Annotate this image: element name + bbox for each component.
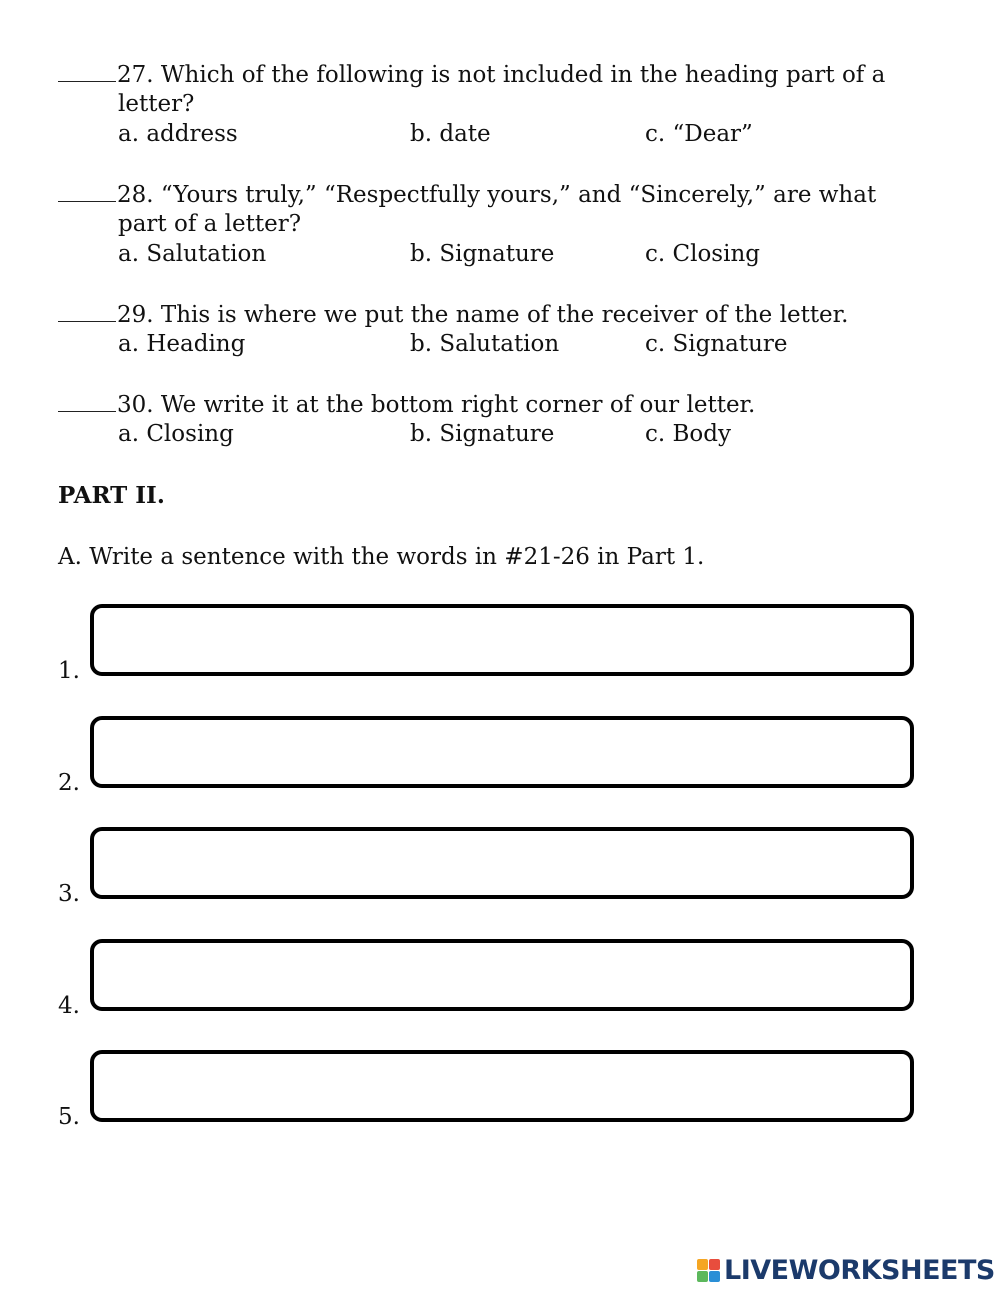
answer-input-5[interactable] <box>90 1050 914 1122</box>
question-stem: 30. We write it at the bottom right corner of our letter. <box>117 392 756 418</box>
option-a: a. Closing <box>118 421 234 447</box>
option-c: c. Signature <box>645 331 788 357</box>
question-stem: 29. This is where we put the name of the receiver of the letter. <box>117 302 849 328</box>
block-green <box>697 1271 708 1282</box>
question-continuation: letter? <box>118 91 195 117</box>
liveworksheets-logo <box>697 1256 995 1284</box>
option-a: a. Salutation <box>118 241 267 267</box>
brand-name: LIVEWORKSHEETS <box>724 1254 995 1286</box>
answer-input-2[interactable] <box>90 716 914 788</box>
question-30 <box>58 389 958 420</box>
blocks-icon <box>697 1259 720 1282</box>
answer-blank-30[interactable] <box>58 389 116 412</box>
option-a: a. address <box>118 121 238 147</box>
question-29 <box>58 299 958 330</box>
option-c: c. Closing <box>645 241 760 267</box>
option-b: b. date <box>410 121 491 147</box>
block-blue <box>709 1271 720 1282</box>
option-b: b. Signature <box>410 241 555 267</box>
answer-row-5 <box>58 1050 918 1130</box>
question-stem: 27. Which of the following is not included in the heading part of a <box>117 62 886 88</box>
option-c: c. Body <box>645 421 731 447</box>
answer-input-1[interactable] <box>90 604 914 676</box>
option-a: a. Heading <box>118 331 246 357</box>
answer-number: 1. <box>58 658 80 684</box>
answer-blank-28[interactable] <box>58 179 116 202</box>
question-28 <box>58 179 958 237</box>
block-red <box>709 1259 720 1270</box>
option-c: c. “Dear” <box>645 121 753 147</box>
part-2-title: PART II. <box>58 482 165 509</box>
answer-row-2 <box>58 716 918 796</box>
block-orange <box>697 1259 708 1270</box>
answer-number: 5. <box>58 1104 80 1130</box>
option-b: b. Signature <box>410 421 555 447</box>
question-continuation: part of a letter? <box>118 211 302 237</box>
question-27 <box>58 59 958 117</box>
answer-blank-29[interactable] <box>58 299 116 322</box>
answer-blank-27[interactable] <box>58 59 116 82</box>
answer-number: 2. <box>58 770 80 796</box>
answer-number: 4. <box>58 993 80 1019</box>
answer-number: 3. <box>58 881 80 907</box>
answer-row-1 <box>58 604 918 684</box>
question-stem: 28. “Yours truly,” “Respectfully yours,” and “Sincerely,” are what <box>117 182 877 208</box>
answer-input-4[interactable] <box>90 939 914 1011</box>
answer-row-4 <box>58 939 918 1019</box>
answer-row-3 <box>58 827 918 907</box>
answer-input-3[interactable] <box>90 827 914 899</box>
part-2-instruction: A. Write a sentence with the words in #21-26 in Part 1. <box>58 544 705 570</box>
option-b: b. Salutation <box>410 331 560 357</box>
